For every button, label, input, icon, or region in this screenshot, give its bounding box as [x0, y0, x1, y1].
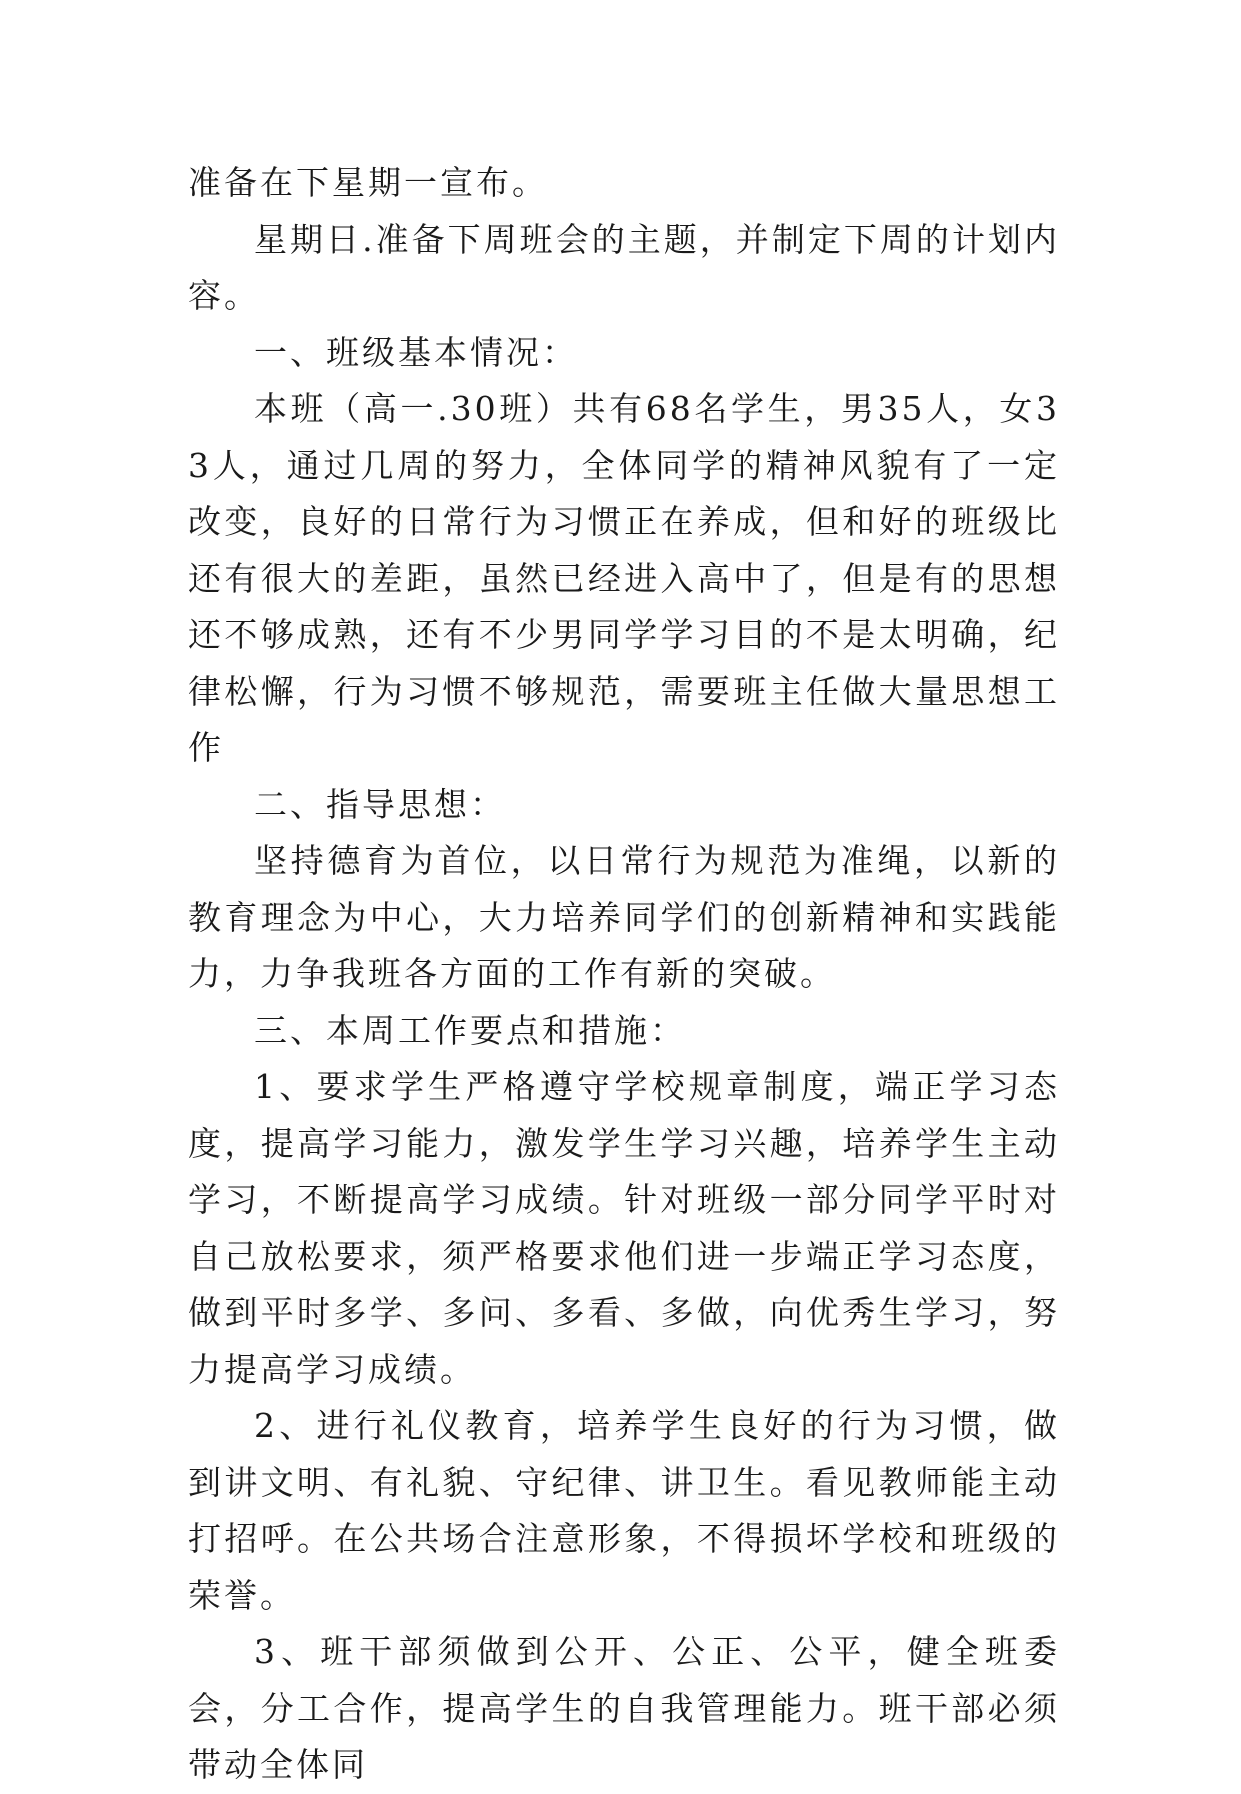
- section-heading-weekly-measures: 三、本周工作要点和措施：: [254, 1010, 686, 1050]
- paragraph-continuation: 准备在下星期一宣布。: [188, 163, 548, 202]
- paragraph-measure-1: 1、要求学生严格遵守学校规章制度，端正学习态度，提高学习能力，激发学生学习兴趣，培养学生主动学习，不断提高学习成绩。针对班级一部分同学平时对自己放松要求，须严格要求他们进一步端正学习态度，做到平时多学、多问、多看、多做，向优秀生学习，努力提高学习成绩。: [188, 1067, 1060, 1389]
- document-body: [188, 155, 1060, 1794]
- paragraph-measure-3: 3、班干部须做到公开、公正、公平，健全班委会，分工合作，提高学生的自我管理能力。班干部必须带动全体同: [188, 1632, 1060, 1784]
- paragraph-class-situation: 本班（高一.30班）共有68名学生，男35人，女33人，通过几周的努力，全体同学的精神风貌有了一定改变，良好的日常行为习惯正在养成，但和好的班级比还有很大的差距，虽然已经进入高中了，但是有的思想还不够成熟，还有不少男同学学习目的不是太明确，纪律松懈，行为习惯不够规范，需要班主任做大量思想工作: [188, 389, 1060, 767]
- paragraph-measure-2: 2、进行礼仪教育，培养学生良好的行为习惯，做到讲文明、有礼貌、守纪律、讲卫生。看见教师能主动打招呼。在公共场合注意形象，不得损坏学校和班级的荣誉。: [188, 1406, 1060, 1615]
- section-heading-class-situation: 一、班级基本情况：: [254, 332, 578, 372]
- paragraph-guiding-thought: 坚持德育为首位，以日常行为规范为准绳，以新的教育理念为中心，大力培养同学们的创新精神和实践能力，力争我班各方面的工作有新的突破。: [188, 841, 1060, 993]
- section-heading-guiding-thought: 二、指导思想：: [254, 784, 506, 824]
- paragraph-sunday: 星期日.准备下周班会的主题，并制定下周的计划内容。: [188, 219, 1060, 315]
